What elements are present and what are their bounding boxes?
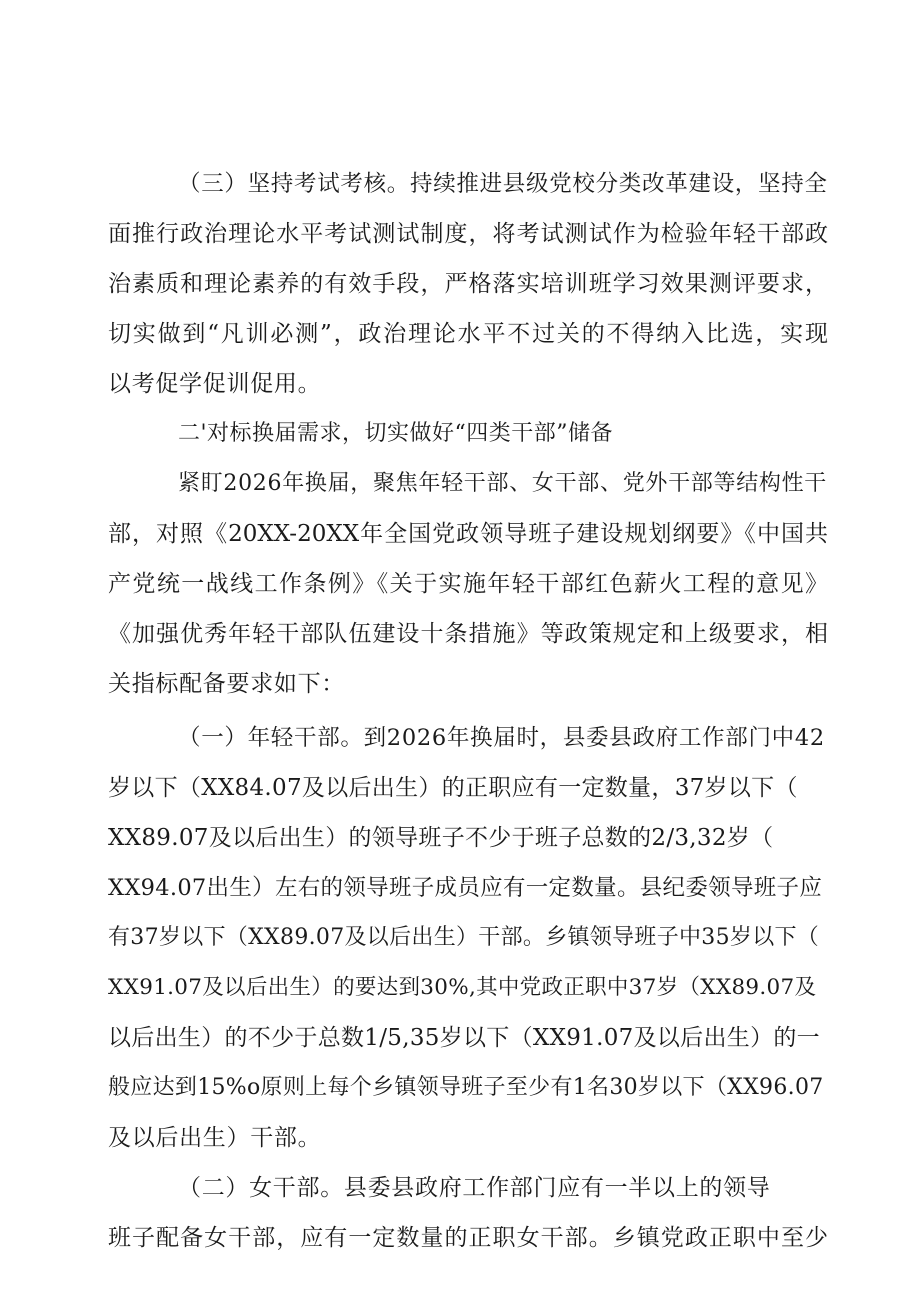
text-line: 般应达到15%o原则上每个乡镇领导班子至少有1名30岁以下（XX96.07 (108, 1075, 824, 1100)
text-line: （三）坚持考试考核。持续推进县级党校分类改革建设，坚持全 (178, 171, 828, 197)
text-line: 以后出生）的不少于总数1/5,35岁以下（XX91.07及以后出生）的一 (108, 1025, 820, 1051)
text-line: 班子配备女干部，应有一定数量的正职女干部。乡镇党政正职中至少 (108, 1225, 828, 1251)
text-line: （二）女干部。县委县政府工作部门应有一半以上的领导 (178, 1175, 771, 1201)
text-line: 治素质和理论素养的有效手段，严格落实培训班学习效果测评要求， (108, 271, 828, 297)
text-line: 关指标配备要求如下： (108, 671, 345, 697)
section-heading: 二'对标换届需求，切实做好“四类干部”储备 (178, 421, 614, 446)
text-line: 部，对照《20XX-20XX年全国党政领导班子建设规划纲要》《中国共 (108, 521, 828, 547)
text-line: 岁以下（XX84.07及以后出生）的正职应有一定数量，37岁以下（ (108, 775, 798, 801)
text-line: 《加强优秀年轻干部队伍建设十条措施》等政策规定和上级要求，相 (108, 621, 828, 647)
text-line: 有37岁以下（XX89.07及以后出生）干部。乡镇领导班子中35岁以下（ (108, 925, 820, 950)
text-line: 及以后出生）干部。 (108, 1125, 322, 1151)
text-line: 面推行政治理论水平考试测试制度，将考试测试作为检验年轻干部政 (108, 221, 828, 247)
text-line: XX91.07及以后出生）的要达到30%,其中党政正职中37岁（XX89.07及 (108, 975, 817, 1000)
text-line: 紧盯2026年换届，聚焦年轻干部、女干部、党外干部等结构性干 (178, 471, 827, 496)
text-line: 产党统一战线工作条例》《关于实施年轻干部红色薪火工程的意见》 (108, 571, 828, 597)
text-line: 切实做到“凡训必测”，政治理论水平不过关的不得纳入比选，实现 (108, 321, 828, 347)
text-line: （一）年轻干部。到2026年换届时，县委县政府工作部门中42 (178, 725, 825, 751)
text-line: XX94.07出生）左右的领导班子成员应有一定数量。县纪委领导班子应 (108, 875, 823, 901)
text-line: 以考促学促训促用。 (108, 371, 322, 397)
text-line: XX89.07及以后出生）的领导班子不少于班子总数的2/3,32岁（ (108, 825, 774, 851)
